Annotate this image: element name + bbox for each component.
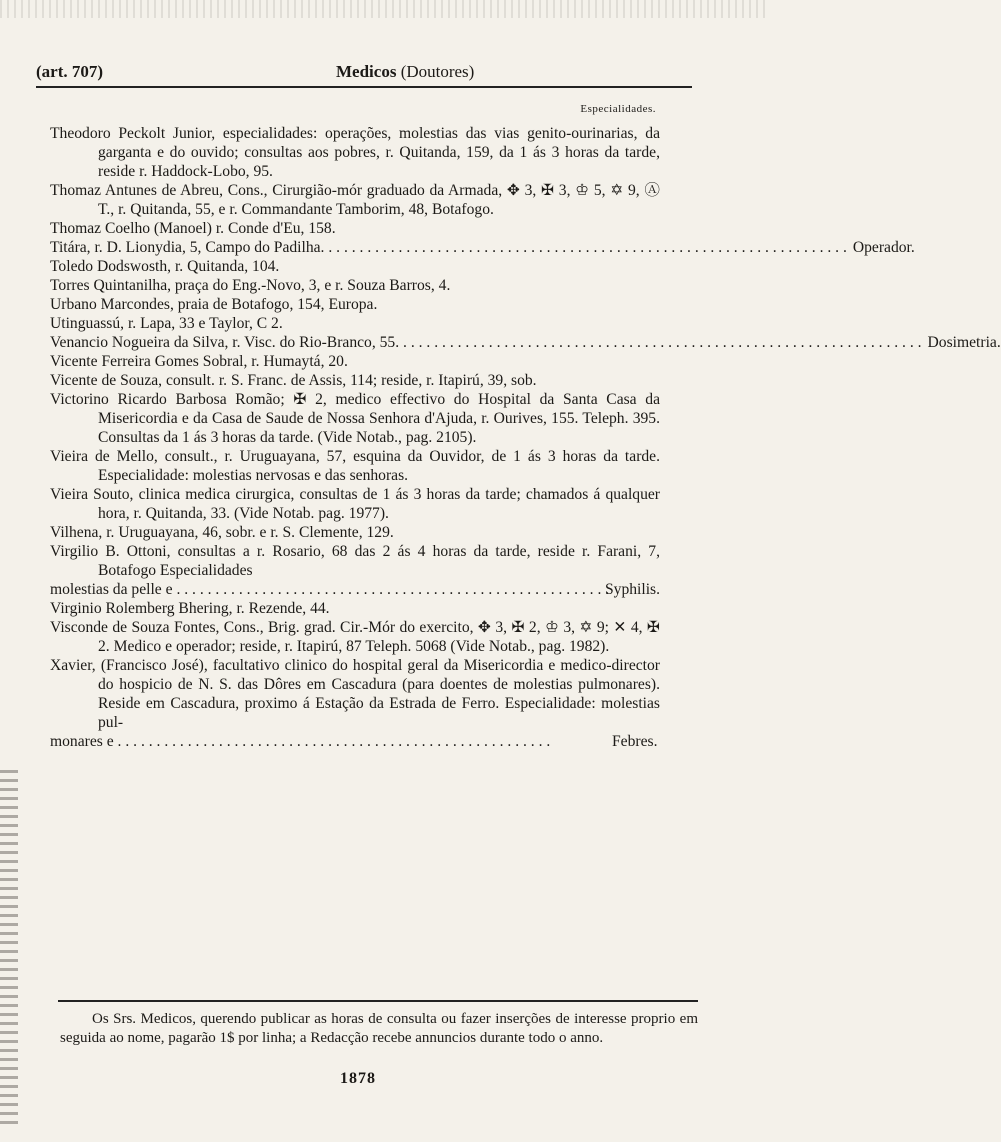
entry-text: Virginio Rolemberg Bhering, r. Rezende, 44. — [50, 600, 330, 617]
list-item — [50, 523, 660, 542]
list-item — [50, 276, 660, 295]
list-item — [50, 295, 660, 314]
list-item — [50, 352, 660, 371]
entry-text: Theodoro Peckolt Junior, especialidades: operações, molestias das vias genito-ourinarias, da garganta e do ouvido; consultas aos pobres, r. Quitanda, 159, da 1 ás 3 horas da tarde, reside r. Haddock-Lobo, 95. — [50, 125, 660, 180]
entry-text: Virgilio B. Ottoni, consultas a r. Rosario, 68 das 2 ás 4 horas da tarde, reside r. Farani, 7, Botafogo Especialidades — [50, 543, 660, 579]
entry-text: Titára, r. D. Lionydia, 5, Campo do Padilha. . . . — [50, 238, 847, 257]
entry-text: Thomaz Antunes de Abreu, Cons., Cirurgião-mór graduado da Armada, ✥ 3, ✠ 3, ♔ 5, ✡ 9, Ⓐ T., r. Quitanda, 55, e r. Commandante Tamborim, 48, Botafogo. — [50, 182, 660, 218]
list-item — [50, 257, 660, 276]
entry-text: Urbano Marcondes, praia de Botafogo, 154, Europa. — [50, 296, 378, 313]
entry-text: Torres Quintanilha, praça do Eng.-Novo, 3, e r. Souza Barros, 4. — [50, 277, 451, 294]
list-item — [50, 314, 660, 333]
list-item — [50, 618, 660, 656]
list-item — [50, 371, 660, 390]
scan-noise-top — [0, 0, 768, 18]
article-number: (art. 707) — [36, 62, 104, 81]
entry-text: Xavier, (Francisco José), facultativo clinico do hospital geral da Misericordia e medico-director do hospicio de N. S. das Dôres em Cascadura (para doentes de molestias pulmonares). Reside em Cascadura, proximo á Estação da Estrada de Ferro. Especialidade: molestias pul- — [50, 657, 660, 731]
entry-text: Thomaz Coelho (Manoel) r. Conde d'Eu, 158. — [50, 220, 336, 237]
entry-last-line — [50, 580, 660, 599]
entry-specialty: Operador. — [852, 239, 915, 256]
list-item — [50, 333, 1001, 352]
entry-text: Victorino Ricardo Barbosa Romão; ✠ 2, medico effectivo do Hospital da Santa Casa da Misericordia e da Casa de Saude de Nossa Senhora d'Ajuda, r. Ourives, 155. Teleph. 395. Consultas da 1 ás 3 horas da tarde. (Vide Notab., pag. 2105). — [50, 391, 660, 446]
footer-divider — [58, 1000, 698, 1002]
list-item — [50, 219, 660, 238]
list-item — [50, 124, 660, 181]
page-number: 1878 — [340, 1070, 376, 1087]
entry-text: Venancio Nogueira da Silva, r. Visc. do Rio-Branco, 55. . . . — [50, 333, 922, 352]
entry-text: Vilhena, r. Uruguayana, 46, sobr. e r. S. Clemente, 129. — [50, 524, 394, 541]
list-item — [50, 599, 660, 618]
entry-specialty: Febres. — [612, 733, 658, 750]
entry-specialty: Syphilis. — [604, 581, 660, 598]
directory-list — [50, 124, 1001, 751]
title-bold: Medicos — [336, 62, 397, 81]
entry-text: Utinguassú, r. Lapa, 33 e Taylor, C 2. — [50, 315, 283, 332]
entry-last-line — [50, 732, 660, 751]
page-title — [336, 62, 474, 82]
entry-text: Vicente Ferreira Gomes Sobral, r. Humaytá, 20. — [50, 353, 348, 370]
page-header — [36, 58, 692, 88]
entry-text: Visconde de Souza Fontes, Cons., Brig. grad. Cir.-Mór do exercito, ✥ 3, ✠ 2, ♔ 3, ✡ 9; ✕ 4, ✠ 2. Medico e operador; reside, r. Itapirú, 87 Teleph. 5068 (Vide Notab., pag. 1982). — [50, 619, 660, 655]
entry-text-tail: monares e . . . — [98, 732, 654, 751]
entry-text-tail: molestias da pelle e . . . — [98, 580, 647, 599]
list-item — [50, 485, 660, 523]
list-item — [50, 656, 660, 751]
entry-text: Vieira Souto, clinica medica cirurgica, consultas de 1 ás 3 horas da tarde; chamados á qualquer hora, r. Quitanda, 33. (Vide Notab. pag. 1977). — [50, 486, 660, 522]
entry-text: Toledo Dodswosth, r. Quitanda, 104. — [50, 258, 280, 275]
list-item — [50, 390, 660, 447]
entry-text: Vicente de Souza, consult. r. S. Franc. de Assis, 114; reside, r. Itapirú, 39, sob. — [50, 372, 537, 389]
list-item — [50, 447, 660, 485]
title-rest: (Doutores) — [400, 62, 475, 81]
entry-text: Vieira de Mello, consult., r. Uruguayana, 57, esquina da Ouvidor, de 1 ás 3 horas da tarde. Especialidade: molestias nervosas e das senhoras. — [50, 448, 660, 484]
column-heading-specialties: Especialidades. — [580, 103, 656, 115]
list-item — [50, 181, 660, 219]
entry-specialty: Dosimetria. — [927, 334, 1001, 351]
list-item — [50, 542, 660, 599]
list-item — [50, 238, 915, 257]
scan-noise-left — [0, 770, 18, 1130]
footer-notice: Os Srs. Medicos, querendo publicar as horas de consulta ou fazer inserções de interesse proprio em seguida ao nome, pagarão 1$ por linha; a Redacção recebe annuncios durante todo o anno. — [60, 1011, 698, 1046]
